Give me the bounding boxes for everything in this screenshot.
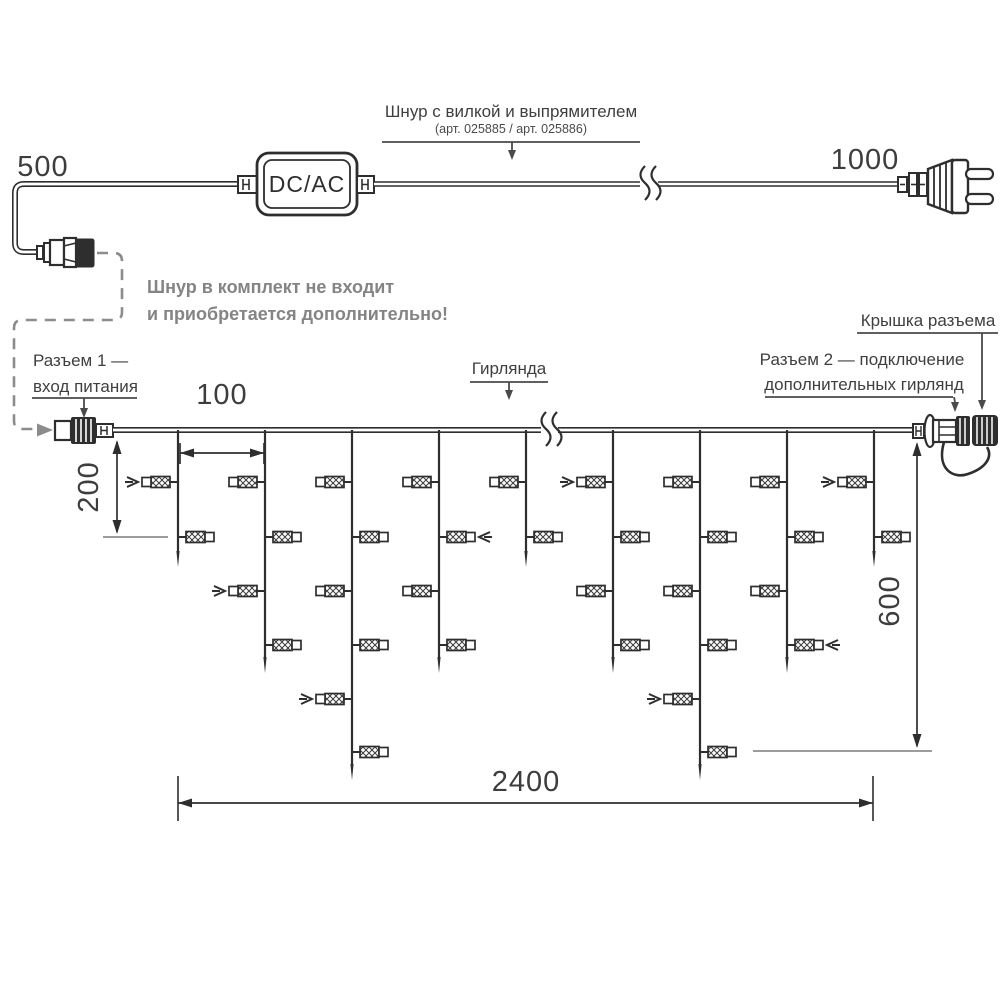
- cord-end-connector: [37, 238, 94, 267]
- lamp: [178, 532, 214, 543]
- cord-left: [15, 184, 240, 252]
- dim-2400-text: 2400: [491, 766, 561, 798]
- lamp: [664, 694, 700, 705]
- lamp: [403, 477, 439, 488]
- lamp: [439, 640, 475, 651]
- leader-arrow-down-icon: [978, 400, 986, 410]
- garland-main-wire: [113, 412, 913, 446]
- note-line2: и приобретается дополнительно!: [147, 304, 448, 324]
- dim-200-text: 200: [73, 461, 105, 513]
- lamp: [229, 586, 265, 597]
- dim-1000: 1000: [830, 144, 900, 176]
- cap-label: Крышка разъема: [860, 311, 996, 330]
- marked-lamp-arrow-icon: [479, 532, 492, 542]
- garland-drop: [125, 430, 214, 567]
- garland-drop: [647, 430, 736, 780]
- leader-arrow-down-icon: [508, 150, 516, 160]
- wire-break-symbol: [541, 412, 562, 446]
- dim-total-length: [178, 766, 873, 821]
- garland-assembly: [55, 412, 998, 780]
- lamp: [700, 640, 736, 651]
- garland-drop: [299, 430, 388, 780]
- lamp: [439, 532, 475, 543]
- power-plug: [898, 160, 993, 213]
- lamp: [403, 586, 439, 597]
- callout-garland: [470, 359, 548, 400]
- lamp: [700, 747, 736, 758]
- dashed-connection-path: [14, 253, 122, 437]
- lamp: [838, 477, 874, 488]
- dim-500: 500: [17, 151, 69, 183]
- dim-first-drop: [73, 440, 168, 537]
- leader-arrow-down-icon: [80, 408, 88, 418]
- lamp: [751, 586, 787, 597]
- leader-arrow-down-icon: [951, 402, 959, 412]
- dashed-arrow-icon: [37, 424, 53, 437]
- lamp: [874, 532, 910, 543]
- note-line1: Шнур в комплект не входит: [147, 277, 395, 297]
- lamp: [316, 694, 352, 705]
- lamp: [613, 532, 649, 543]
- marked-lamp-arrow-icon: [560, 477, 573, 487]
- connector-cap: [972, 415, 998, 446]
- plug-pin-bottom: [966, 194, 993, 204]
- lamp: [577, 477, 613, 488]
- cap-tether-cord: [942, 442, 989, 475]
- lamp: [265, 532, 301, 543]
- garland-drop: [560, 430, 649, 673]
- marked-lamp-arrow-icon: [647, 694, 660, 704]
- lamp: [787, 640, 823, 651]
- lamp: [352, 747, 388, 758]
- garland-output-connector: [913, 415, 998, 475]
- lamp: [700, 532, 736, 543]
- garland-drop: [403, 430, 492, 673]
- lamp: [751, 477, 787, 488]
- connector1-label-line1: Разъем 1 —: [33, 351, 129, 370]
- cord-subtitle: (арт. 025885 / арт. 025886): [435, 122, 587, 136]
- garland-input-connector: [55, 417, 113, 444]
- lamp: [490, 477, 526, 488]
- lamp: [316, 586, 352, 597]
- cord-break-symbol: [640, 166, 661, 200]
- marked-lamp-arrow-icon: [299, 694, 312, 704]
- lamp: [265, 640, 301, 651]
- dim-600-text: 600: [874, 575, 906, 627]
- marked-lamp-arrow-icon: [821, 477, 834, 487]
- marked-lamp-arrow-icon: [827, 640, 840, 650]
- garland-label: Гирлянда: [471, 359, 547, 378]
- garland-drop: [490, 430, 562, 567]
- leader-arrow-down-icon: [505, 390, 513, 400]
- garland-drop: [212, 430, 301, 673]
- lamp: [787, 532, 823, 543]
- callout-connector1: [32, 351, 138, 418]
- lamp: [229, 477, 265, 488]
- cord-title: Шнур с вилкой и выпрямителем: [384, 102, 638, 121]
- lamp: [577, 586, 613, 597]
- callout-connector2: [760, 350, 965, 412]
- connector1-label-line2: вход питания: [33, 377, 138, 396]
- lamp: [142, 477, 178, 488]
- plug-pin-top: [966, 169, 993, 179]
- lamp: [526, 532, 562, 543]
- marked-lamp-arrow-icon: [212, 586, 225, 596]
- lamp: [352, 640, 388, 651]
- lamp: [352, 532, 388, 543]
- dim-lamp-pitch: [180, 379, 264, 464]
- note-not-included: [147, 277, 448, 324]
- marked-lamp-arrow-icon: [125, 477, 138, 487]
- lamp: [613, 640, 649, 651]
- dim-100-text: 100: [196, 379, 248, 411]
- cord-title-block: [382, 102, 640, 160]
- garland-drop: [821, 430, 910, 567]
- lamp: [664, 477, 700, 488]
- connector2-label-line1: Разъем 2 — подключение: [759, 350, 965, 369]
- lamp: [316, 477, 352, 488]
- dc-ac-converter: [238, 153, 374, 215]
- lamp: [664, 586, 700, 597]
- garland-drop: [751, 430, 840, 673]
- cord-right: [374, 166, 898, 200]
- connector2-label-line2: дополнительных гирлянд: [764, 375, 964, 394]
- converter-label: DC/AC: [268, 171, 346, 197]
- garland-drops-layer: [125, 430, 910, 780]
